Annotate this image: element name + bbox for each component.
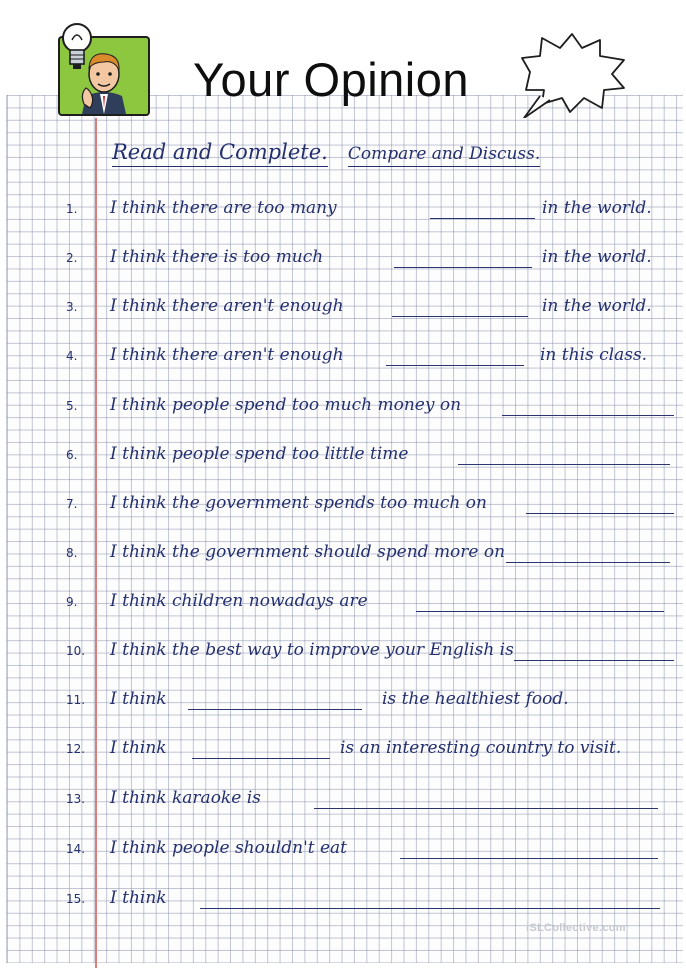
question-number: 7.: [66, 497, 78, 511]
speech-burst-icon: [520, 32, 628, 118]
question-number: 15.: [66, 892, 86, 906]
heading-compare-discuss: Compare and Discuss.: [348, 144, 540, 167]
answer-blank[interactable]: [502, 415, 674, 416]
instructions-heading: [112, 140, 540, 164]
question-number: 9.: [66, 595, 78, 609]
answer-blank[interactable]: [394, 267, 532, 268]
answer-blank[interactable]: [200, 908, 660, 909]
question-text: I think there is too much: [110, 247, 324, 267]
lightbulb-icon: [60, 20, 94, 76]
question-number: 8.: [66, 546, 78, 560]
answer-blank[interactable]: [192, 758, 330, 759]
watermark-text: iSLCollective.com: [526, 922, 626, 934]
question-text: I think the government spends too much on: [110, 493, 487, 513]
question-number: 4.: [66, 349, 78, 363]
question-number: 14.: [66, 842, 86, 856]
question-text: I think the best way to improve your English is: [110, 640, 514, 660]
question-number: 2.: [66, 251, 78, 265]
question-text: I think the government should spend more on: [110, 542, 506, 562]
heading-read-complete: Read and Complete.: [112, 140, 328, 167]
answer-blank[interactable]: [458, 464, 670, 465]
question-ending: is an interesting country to visit.: [340, 738, 622, 758]
answer-blank[interactable]: [506, 562, 670, 563]
worksheet-header: [0, 0, 686, 120]
graph-paper: [6, 95, 683, 963]
question-text: I think children nowadays are: [110, 591, 368, 611]
answer-blank[interactable]: [188, 709, 362, 710]
question-number: 1.: [66, 202, 78, 216]
question-ending: in the world.: [542, 198, 652, 218]
question-number: 13.: [66, 792, 86, 806]
question-text: I think: [110, 738, 167, 758]
answer-blank[interactable]: [416, 611, 664, 612]
answer-blank[interactable]: [386, 365, 524, 366]
question-number: 6.: [66, 448, 78, 462]
page-title: Your Opinion: [193, 53, 470, 106]
margin-line: [95, 118, 97, 968]
answer-blank[interactable]: [400, 858, 658, 859]
question-number: 11.: [66, 693, 86, 707]
question-text: I think there are too many: [110, 198, 337, 218]
question-number: 3.: [66, 300, 78, 314]
question-text: I think there aren't enough: [110, 296, 344, 316]
question-ending: in this class.: [540, 345, 648, 365]
question-text: I think: [110, 689, 167, 709]
question-text: I think there aren't enough: [110, 345, 344, 365]
question-number: 10.: [66, 644, 86, 658]
question-number: 5.: [66, 399, 78, 413]
question-text: I think: [110, 888, 167, 908]
answer-blank[interactable]: [514, 660, 674, 661]
question-ending: in the world.: [542, 296, 652, 316]
question-ending: is the healthiest food.: [382, 689, 569, 709]
question-text: I think karaoke is: [110, 788, 261, 808]
answer-blank[interactable]: [526, 513, 674, 514]
answer-blank[interactable]: [314, 808, 658, 809]
question-text: I think people spend too little time: [110, 444, 409, 464]
question-text: I think people shouldn't eat: [110, 838, 348, 858]
answer-blank[interactable]: [392, 316, 528, 317]
answer-blank[interactable]: [430, 218, 535, 219]
question-ending: in the world.: [542, 247, 652, 267]
question-text: I think people spend too much money on: [110, 395, 462, 415]
question-number: 12.: [66, 742, 86, 756]
